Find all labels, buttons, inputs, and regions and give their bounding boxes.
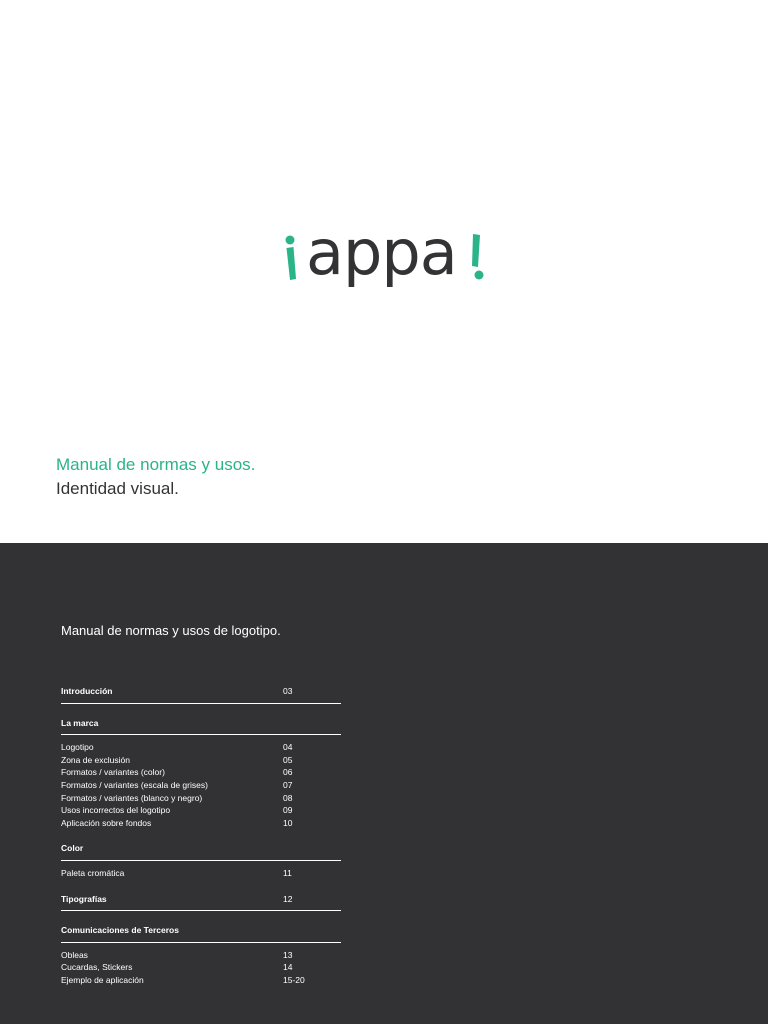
toc-item-page: 09	[283, 805, 293, 816]
toc-section	[61, 717, 341, 830]
toc-item	[61, 792, 341, 805]
toc-item	[61, 949, 341, 962]
logo-exclamation-dot	[475, 271, 484, 280]
toc-item-label: Usos incorrectos del logotipo	[61, 805, 171, 816]
toc-item-label: Cucardas, Stickers	[61, 962, 133, 973]
toc-section-page: 12	[283, 893, 293, 904]
toc-item-label: Ejemplo de aplicación	[61, 974, 144, 985]
subtitle-line-identity: Identidad visual.	[56, 479, 179, 498]
toc-section-header	[61, 685, 341, 704]
toc-item-label: Paleta cromática	[61, 867, 125, 878]
toc-item-label: Zona de exclusión	[61, 754, 130, 765]
toc-item	[61, 766, 341, 779]
table-of-contents	[61, 685, 341, 1000]
subtitle-line-manual: Manual de normas y usos.	[56, 455, 256, 474]
toc-item-label: Obleas	[61, 949, 88, 960]
toc-item	[61, 974, 341, 987]
logo-exclamation-bar	[472, 234, 480, 267]
toc-item	[61, 754, 341, 767]
toc-section-title: Comunicaciones de Terceros	[61, 925, 179, 936]
toc-item-label: Aplicación sobre fondos	[61, 817, 152, 828]
toc-item	[61, 817, 341, 830]
toc-section	[61, 842, 341, 879]
toc-section-title: Tipografías	[61, 893, 107, 904]
logo-graphic	[280, 222, 490, 292]
toc-section	[61, 893, 341, 912]
cover-subtitle	[56, 453, 255, 501]
toc-section-page	[283, 842, 341, 855]
appa-logo	[280, 222, 490, 292]
toc-item	[61, 867, 341, 880]
toc-section-title: Introducción	[61, 686, 113, 696]
toc-item-page: 06	[283, 767, 293, 778]
toc-item-page: 13	[283, 949, 293, 960]
toc-item-label: Formatos / variantes (escala de grises)	[61, 779, 208, 790]
logo-inverted-exclamation-bar	[287, 247, 297, 280]
toc-item-page: 10	[283, 817, 293, 828]
toc-section-page: 03	[283, 686, 293, 696]
toc-item-label: Logotipo	[61, 742, 94, 753]
toc-section-header	[61, 924, 341, 943]
toc-section-title: Color	[61, 843, 84, 854]
toc-section-title: La marca	[61, 717, 99, 728]
toc-item-page: 08	[283, 792, 293, 803]
toc-section-page	[283, 924, 341, 937]
toc-item-label: Formatos / variantes (blanco y negro)	[61, 792, 203, 803]
logo-wordmark: appa	[306, 222, 457, 289]
toc-item	[61, 779, 341, 792]
toc-item	[61, 804, 341, 817]
toc-section	[61, 924, 341, 986]
toc-title: Manual de normas y usos de logotipo.	[61, 623, 281, 638]
toc-item-page: 07	[283, 779, 293, 790]
toc-item-page: 04	[283, 742, 293, 753]
toc-item-page: 14	[283, 962, 293, 973]
toc-item	[61, 741, 341, 754]
toc-section-header	[61, 717, 341, 736]
toc-section-header	[61, 842, 341, 861]
logo-inverted-exclamation-dot	[286, 236, 295, 245]
toc-section	[61, 685, 341, 704]
toc-item-page: 05	[283, 754, 293, 765]
toc-item-page: 11	[283, 867, 292, 878]
toc-item-page: 15-20	[283, 974, 305, 985]
toc-item	[61, 961, 341, 974]
toc-section-header	[61, 893, 341, 912]
toc-section-page	[283, 717, 341, 730]
table-of-contents-page	[0, 543, 768, 1024]
toc-item-label: Formatos / variantes (color)	[61, 767, 165, 778]
